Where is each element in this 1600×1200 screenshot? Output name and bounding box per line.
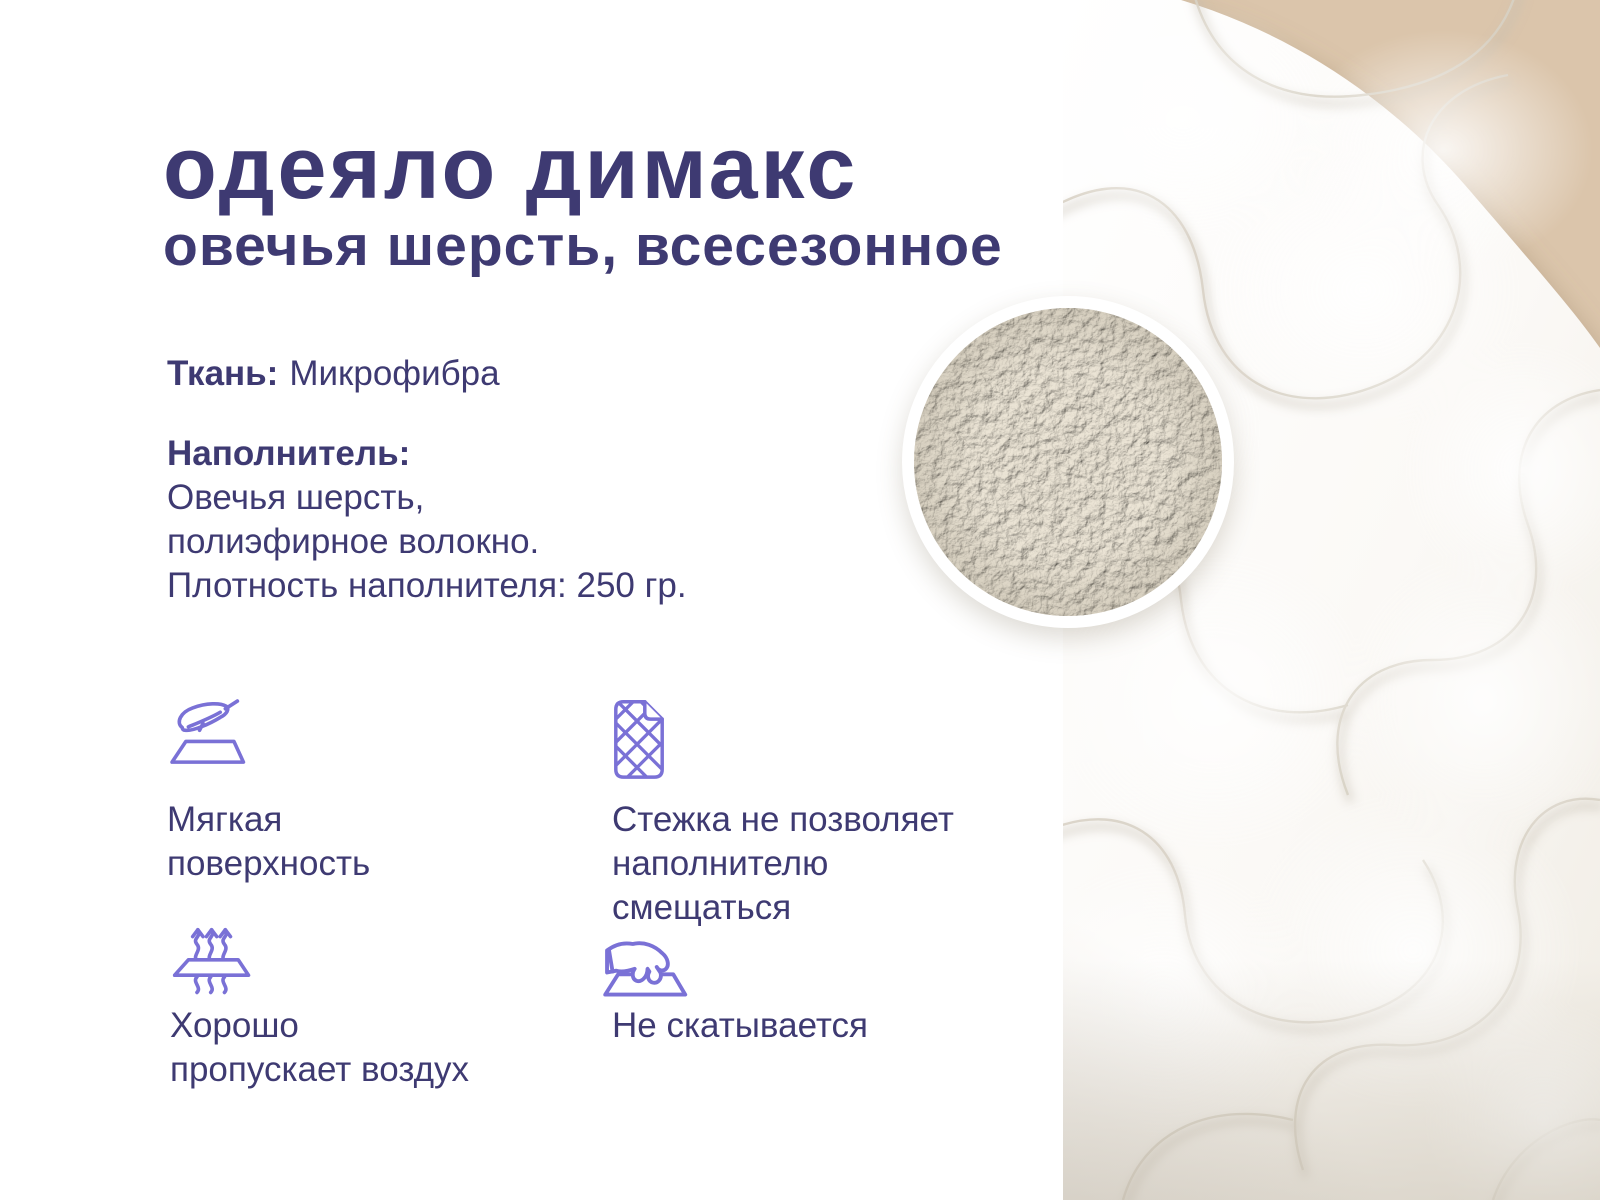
feature-no-pilling-label: [612, 1004, 868, 1048]
anti-pilling-hand-icon: [596, 930, 688, 1004]
product-title: одеяло димакс: [163, 118, 859, 217]
feature-label-line: Стежка не позволяет: [612, 800, 954, 839]
air-permeability-icon: [166, 922, 252, 1001]
feature-label-line: смещаться: [612, 888, 792, 927]
sheep-wool-texture-closeup-photo: [902, 296, 1234, 628]
quilted-stitching-icon: [608, 694, 670, 781]
feature-label-line: Хорошо: [170, 1006, 299, 1045]
feature-label-line: наполнителю: [612, 844, 829, 883]
feature-stitching-label: [612, 798, 954, 930]
filler-spec-block: [167, 432, 687, 608]
filler-spec-line: Овечья шерсть,: [167, 478, 425, 517]
filler-spec-line: Плотность наполнителя: 250 гр.: [167, 566, 687, 605]
feature-label-line: поверхность: [167, 844, 371, 883]
fabric-spec-label: Ткань:: [167, 354, 279, 393]
fabric-spec-line: [167, 352, 500, 396]
feature-label-line: пропускает воздух: [170, 1050, 470, 1089]
feature-breathable-label: [170, 1004, 469, 1092]
product-subtitle: овечья шерсть, всесезонное: [163, 214, 1003, 278]
filler-spec-line: полиэфирное волокно.: [167, 522, 540, 561]
feature-soft-surface-label: [167, 798, 370, 886]
feature-label-line: Мягкая: [167, 800, 283, 839]
feather-soft-surface-icon: [160, 688, 246, 764]
filler-spec-label: Наполнитель:: [167, 434, 411, 473]
feature-label-line: Не скатывается: [612, 1006, 868, 1045]
fabric-spec-value: Микрофибра: [289, 354, 500, 393]
